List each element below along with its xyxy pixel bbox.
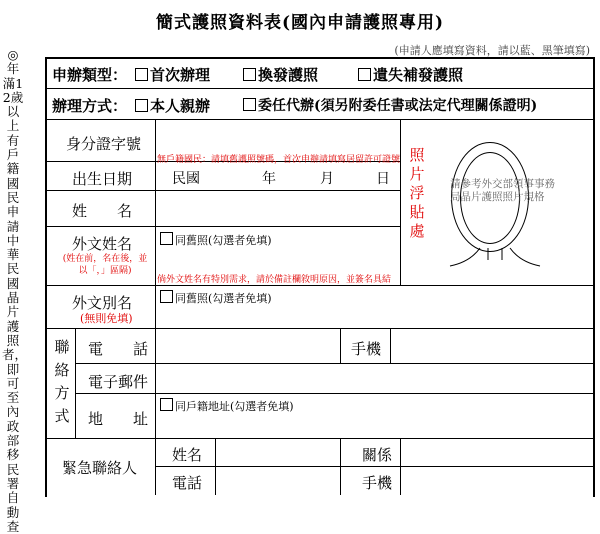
foreign-name-same-checkbox[interactable] (160, 232, 173, 245)
foreign-name-same-option[interactable]: 同舊照(勾選者免填) (160, 232, 272, 248)
lost-reissue-checkbox[interactable] (358, 68, 371, 81)
emergency-relation-label: 關係 (362, 446, 393, 464)
row-divider (45, 285, 595, 286)
birth-date-label: 出生日期 (72, 170, 133, 188)
address-same-checkbox[interactable] (160, 398, 173, 411)
id-number-label: 身分證字號 (66, 135, 142, 153)
foreign-name-note: 倘外文姓名有特別需求，請於備註欄敘明原因，並簽名具結 (157, 275, 392, 285)
col-divider (340, 328, 341, 363)
birth-year-unit: 年 (262, 171, 276, 187)
row-divider (155, 466, 595, 467)
apply-type-label: 申辦類型： (52, 66, 128, 84)
apply-type-first-option[interactable]: 首次辦理 (135, 64, 210, 85)
side-instruction: ◎年滿12歲以上有戶籍國民申請中華民國晶片護照者，即可至內政部移民署自動查 (2, 47, 28, 534)
photo-label: 照片浮貼處 (409, 146, 425, 240)
alias-same-checkbox[interactable] (160, 290, 173, 303)
photo-spec-note: 請參考外交部領事事務局晶片護照照片規格 (450, 178, 555, 203)
emergency-contact-label: 緊急聯絡人 (62, 459, 138, 477)
first-apply-checkbox[interactable] (135, 68, 148, 81)
birth-era: 民國 (172, 171, 200, 187)
row-divider (75, 393, 595, 394)
col-divider (75, 328, 76, 438)
agent-checkbox[interactable] (243, 98, 256, 111)
address-same-option[interactable]: 同戶籍地址(勾選者免填) (160, 398, 294, 414)
alias-label: 外文別名 (72, 294, 133, 312)
row-divider (45, 190, 400, 191)
foreign-name-label: 外文姓名 (72, 235, 133, 253)
col-divider (215, 438, 216, 495)
row-divider (45, 88, 595, 89)
col-divider (400, 438, 401, 495)
col-divider (390, 328, 391, 363)
birth-month-unit: 月 (320, 171, 334, 187)
apply-type-lost-option[interactable]: 遺失補發護照 (358, 64, 463, 85)
foreign-name-hint: (姓在前，名在後，並以「，」區隔) (62, 254, 148, 276)
phone-label: 電 話 (88, 340, 149, 358)
renew-checkbox[interactable] (243, 68, 256, 81)
col-divider (340, 438, 341, 495)
name-label: 姓 名 (72, 202, 133, 220)
contact-section-label: 聯絡方式 (54, 338, 70, 425)
apply-method-self-option[interactable]: 本人親辦 (135, 95, 210, 116)
id-number-note: 無戶籍國民：請填舊護照號碼，首次申辦請填寫居留許可證號 (157, 155, 401, 165)
mobile-label: 手機 (351, 340, 382, 358)
apply-type-renew-option[interactable]: 換發護照 (243, 64, 318, 85)
row-divider (75, 363, 595, 364)
alias-hint: (無則免填) (80, 312, 133, 325)
alias-same-option[interactable]: 同舊照(勾選者免填) (160, 290, 272, 306)
col-divider (155, 119, 156, 495)
address-label: 地 址 (88, 410, 149, 428)
form-note: (申請人應填寫資料，請以藍、黑筆填寫) (394, 44, 590, 57)
apply-method-label: 辦理方式： (52, 97, 128, 115)
form-title: 簡式護照資料表(國內申請護照專用) (155, 13, 445, 33)
birth-day-unit: 日 (376, 171, 390, 187)
row-divider (45, 328, 595, 329)
in-person-checkbox[interactable] (135, 99, 148, 112)
row-divider (45, 119, 595, 120)
photo-guide-icon (440, 240, 550, 270)
emergency-name-label: 姓名 (172, 446, 203, 464)
apply-method-agent-option[interactable]: 委任代辦(須另附委任書或法定代理關係證明) (243, 95, 537, 115)
email-label: 電子郵件 (88, 373, 149, 391)
row-divider (45, 226, 400, 227)
emergency-mobile-label: 手機 (362, 474, 393, 492)
row-divider (45, 438, 595, 439)
emergency-phone-label: 電話 (172, 474, 203, 492)
col-divider (400, 119, 401, 285)
